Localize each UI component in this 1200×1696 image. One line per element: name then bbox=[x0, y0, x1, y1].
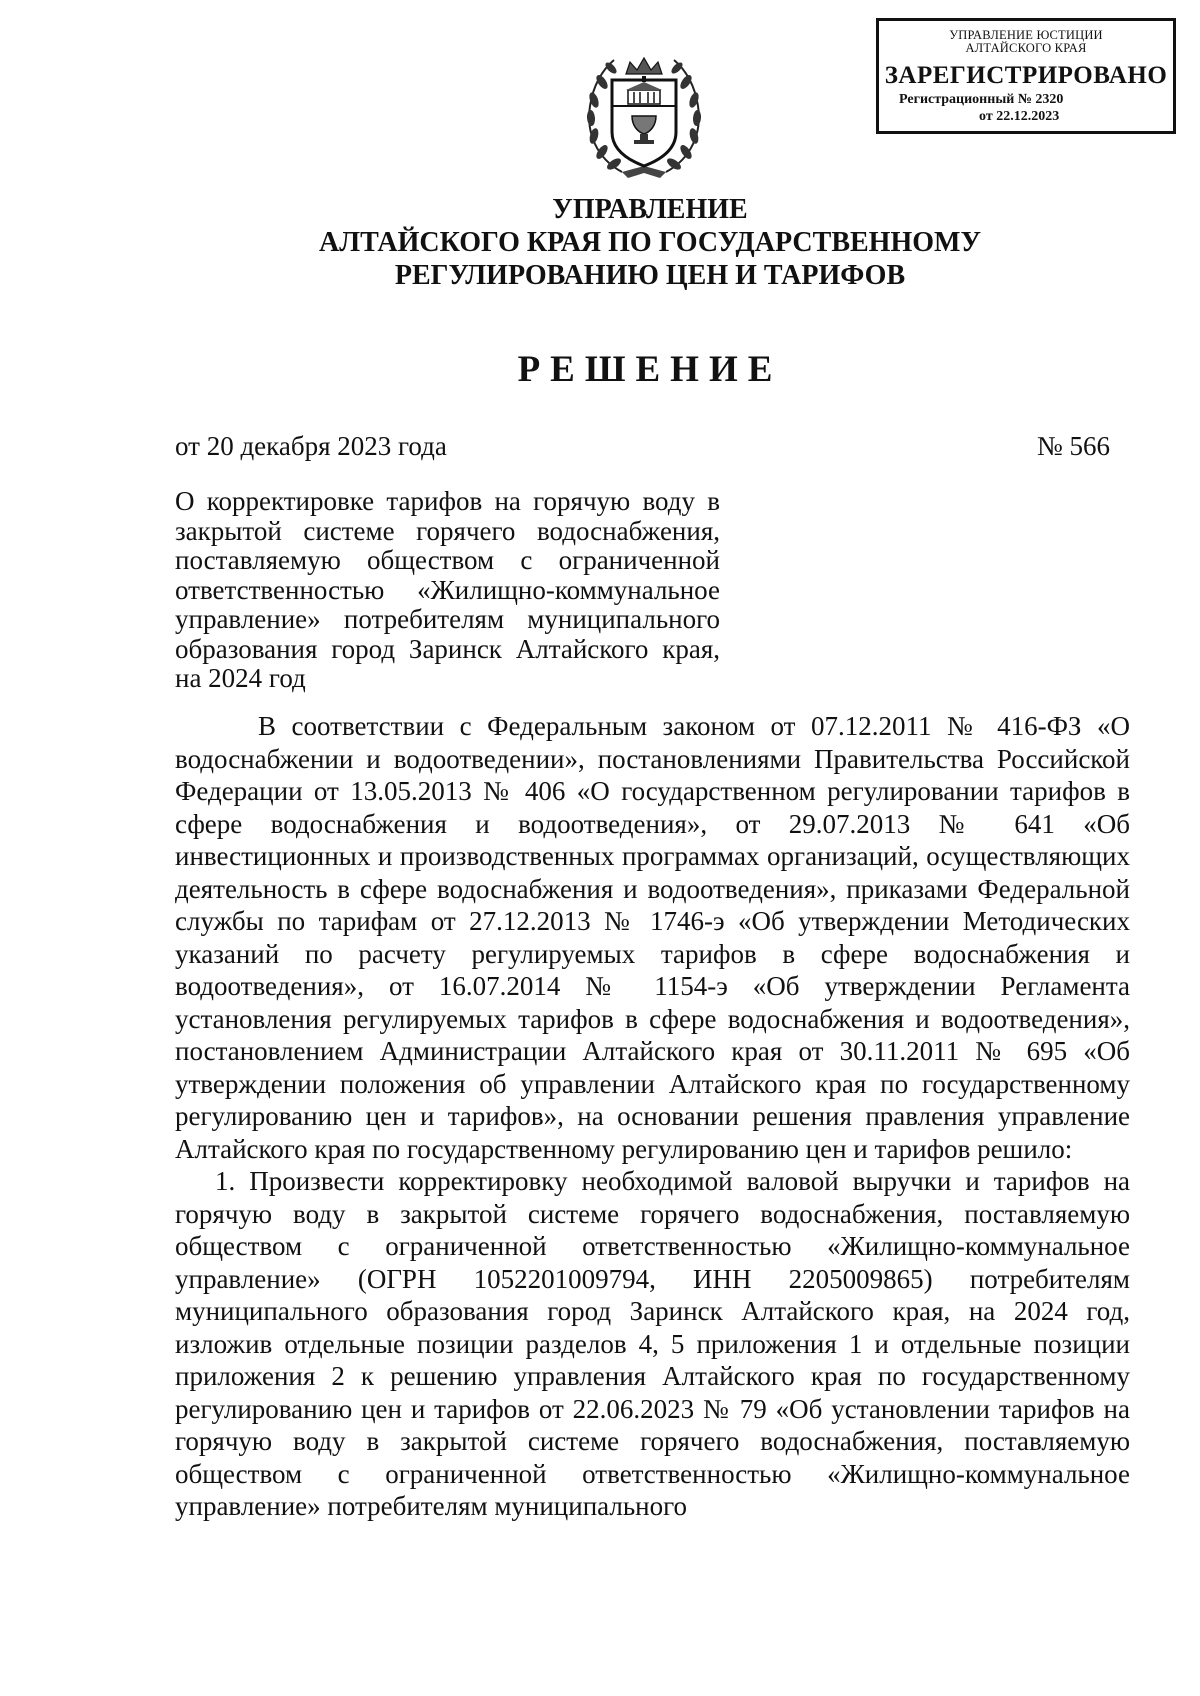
authority-line1: УПРАВЛЕНИЕ bbox=[552, 194, 748, 225]
stamp-title: ЗАРЕГИСТРИРОВАНО bbox=[884, 62, 1168, 89]
stamp-agency-line2: АЛТАЙСКОГО КРАЯ bbox=[965, 41, 1087, 55]
stamp-registration-date: от 22.12.2023 bbox=[979, 109, 1060, 124]
altai-krai-coat-of-arms-icon bbox=[582, 40, 706, 182]
item-1-paragraph: 1. Произвести корректировку необходимой валовой выручки и тарифов на горячую воду в закрытой системе горячего водоснабжения, поставляемую обществом с ограниченной ответственностью «Жилищно-коммунальное управление» (ОГРН 1052201009794, ИНН 2205009865) потребителям муниципального образования город Заринск Алтайского края, на 2024 год, изложив отдельные позиции разделов 4, 5 приложения 1 и отдельные позиции приложения 2 к решению управления Алтайского края по государственному регулированию цен и тарифов от 22.06.2023 № 79 «Об установлении тарифов на горячую воду в закрытой системе горячего водоснабжения, поставляемую обществом с ограниченной ответственностью «Жилищно-коммунальное управление» потребителям муниципального bbox=[175, 1166, 1130, 1521]
stamp-agency-line1: УПРАВЛЕНИЕ ЮСТИЦИИ bbox=[949, 28, 1103, 42]
authority-name bbox=[160, 193, 1140, 292]
document-subject: О корректировке тарифов на горячую воду в закрытой системе горячего водоснабжения, поставляемую обществом с ограниченной ответственностью «Жилищно-коммунальное управление» потребителям муниципального образования город Заринск Алтайского края, на 2024 год bbox=[175, 486, 720, 693]
registration-stamp bbox=[876, 18, 1176, 134]
authority-line2: АЛТАЙСКОГО КРАЯ ПО ГОСУДАРСТВЕННОМУ bbox=[319, 227, 981, 258]
document-title: РЕШЕНИЕ bbox=[517, 349, 783, 390]
authority-line3: РЕГУЛИРОВАНИЮ ЦЕН И ТАРИФОВ bbox=[394, 260, 906, 291]
document-number: № 566 bbox=[1036, 431, 1110, 461]
stamp-registration-number: Регистрационный № 2320 bbox=[899, 92, 1064, 107]
document-body bbox=[175, 710, 1130, 1523]
preamble-paragraph: В соответствии с Федеральным законом от 07.12.2011 № 416-ФЗ «О водоснабжении и водоотведении», постановлениями Правительства Российской Федерации от 13.05.2013 № 406 «О государственном регулировании тарифов в сфере водоснабжения и водоотведения», от 29.07.2013 № 641 «Об инвестиционных и производственных программах организаций, осуществляющих деятельность в сфере водоснабжения и водоотведения», приказами Федеральной службы по тарифам от 27.12.2013 № 1746-э «Об утверждении Методических указаний по расчету регулируемых тарифов в сфере водоснабжения и водоотведения», от 16.07.2014 № 1154-э «Об утверждении Регламента установления регулируемых тарифов в сфере водоснабжения и водоотведения», постановлением Администрации Алтайского края от 30.11.2011 № 695 «Об утверждении положения об управлении Алтайского края по государственному регулированию цен и тарифов», на основании решения правления управление Алтайского края по государственному регулированию цен и тарифов решило: bbox=[175, 711, 1130, 1164]
document-date: от 20 декабря 2023 года bbox=[175, 431, 447, 461]
